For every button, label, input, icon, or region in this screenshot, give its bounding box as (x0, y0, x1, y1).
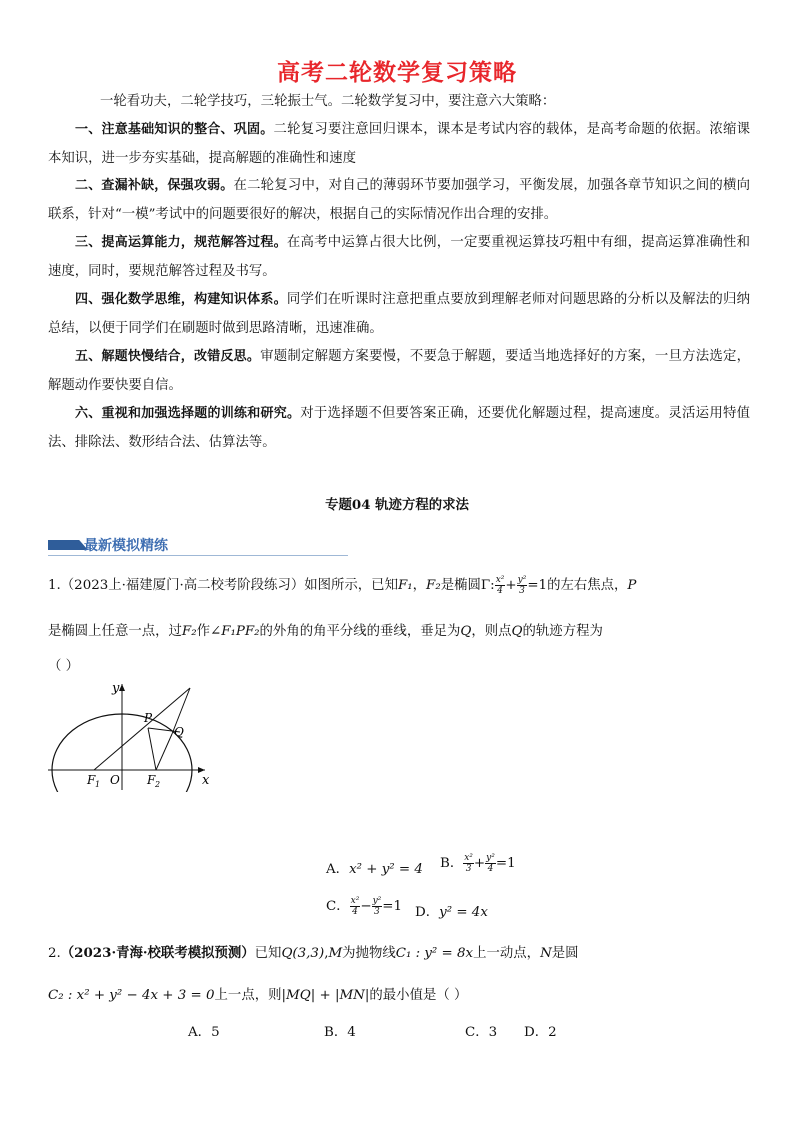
option-label: B． (440, 856, 464, 871)
label-o: O (110, 773, 120, 787)
option-value: x² + y² = 4 (349, 862, 423, 877)
separator: , (324, 946, 329, 961)
denominator: 3 (519, 586, 525, 596)
focus-f2: F₂ (426, 578, 441, 593)
label-q: Q (174, 725, 184, 739)
question-text: 是椭圆上任意一点，过 (48, 624, 182, 639)
question-source: （2023·青海·校联考模拟预测） (60, 945, 255, 961)
y-axis-arrow-icon (119, 684, 125, 691)
strategy-heading: 一、注意基础知识的整合、巩固。 (75, 122, 274, 137)
banner-text: 最新模拟精练 (84, 538, 168, 554)
question-text: 的最小值是（ ） (369, 988, 468, 1003)
strategy-heading: 三、提高运算能力，规范解答过程。 (75, 235, 287, 250)
line-pf2 (148, 728, 156, 770)
question-text: 的轨迹方程为 (522, 624, 603, 639)
strategy-heading: 六、重视和加强选择题的训练和研究。 (75, 406, 301, 421)
strategy-6 (48, 400, 750, 457)
label-x: x (202, 773, 210, 788)
strategy-body: 二轮复习要注意回归课本，课本是考试内容的载体，是高考命题的依据。浓缩课本知识，进一步夯实基础，提高解题的准确性和速度 (48, 122, 750, 166)
strategy-body: 在高考中运算占很大比例，一定要重视运算技巧粗中有细，提高运算准确性和速度，同时，要规范解答过程及书写。 (48, 235, 750, 279)
strategy-2 (48, 172, 750, 229)
option-label: D． (524, 1025, 549, 1040)
numerator: y² (517, 575, 527, 585)
strategy-body: 审题制定解题方案要慢，不要急于解题，要适当地选择好的方案，一旦方法选定，解题动作要快要自信。 (48, 349, 750, 393)
denominator: 3 (465, 864, 472, 874)
separator: ， (412, 578, 427, 593)
strategy-4 (48, 286, 750, 343)
option-label: C． (326, 899, 350, 914)
denominator: 4 (352, 907, 358, 917)
topic-heading: 专题04 轨迹方程的求法 (325, 497, 469, 513)
line-f2q (156, 734, 172, 770)
strategy-3 (48, 229, 750, 286)
option-a[interactable] (326, 858, 423, 877)
option-label: C． (465, 1025, 489, 1040)
question-text: 作 (196, 624, 210, 639)
question-text: 上一动点， (473, 946, 541, 961)
label-p: P (144, 711, 153, 725)
question-text: 上一点，则 (214, 988, 282, 1003)
question-text: 为抛物线 (342, 946, 396, 961)
strategy-body: 对于选择题不但要答案正确，还要优化解题过程，提高速度。灵活运用特值法、排除法、数形结合法、估算法等。 (48, 406, 750, 450)
question-2-line-2 (48, 984, 758, 1003)
option-b[interactable] (440, 852, 516, 874)
option-label: A． (188, 1025, 212, 1040)
plus-sign: + (505, 578, 517, 593)
question-text: 的左右焦点， (547, 578, 628, 593)
intro-text: 一轮看功夫，二轮学技巧，三轮振士气。二轮数学复习中，要注意六大策略： (100, 94, 556, 109)
numerator: y² (486, 853, 495, 863)
minus-sign: − (360, 899, 372, 914)
equals: =1 (495, 856, 516, 871)
equals: =1 (527, 578, 548, 593)
page-title: 高考二轮数学复习策略 (277, 60, 517, 86)
point-p: P (627, 578, 637, 593)
option-label: D． (415, 905, 440, 920)
question-2-line-1 (48, 942, 758, 961)
label-f2-sub: 2 (155, 780, 161, 789)
point-q: Q(3,3) (281, 946, 325, 961)
option-value: 4 (347, 1025, 356, 1040)
equals: =1 (382, 899, 403, 914)
question-1-line-2 (48, 620, 758, 639)
label-f1: F (87, 773, 96, 787)
fraction (485, 853, 496, 874)
denominator: 4 (487, 864, 494, 874)
denominator: 4 (497, 586, 503, 596)
question-number: 1. (48, 578, 61, 593)
fraction (495, 575, 506, 596)
strategy-5 (48, 343, 750, 400)
fraction (463, 853, 474, 874)
numerator: x² (464, 853, 473, 863)
strategy-1 (48, 116, 750, 173)
q2-option-c[interactable] (465, 1021, 497, 1040)
label-f2: F (147, 773, 156, 787)
label-f1-sub: 1 (95, 780, 101, 789)
question-text: 的外角的角平分线的垂线，垂足为 (259, 624, 461, 639)
strategy-heading: 五、解题快慢结合，改错反思。 (75, 349, 261, 364)
parabola-equation: C₁ : y² = 8x (395, 946, 474, 961)
question-text: 已知 (254, 946, 282, 961)
option-value: y² = 4x (439, 905, 488, 920)
numerator: y² (372, 896, 382, 906)
angle: ∠F₁PF₂ (209, 624, 260, 639)
label-y: y (112, 681, 120, 696)
denominator: 3 (374, 907, 380, 917)
point-q: Q (460, 624, 472, 639)
circle-equation: C₂ : x² + y² − 4x + 3 = 0 (48, 988, 215, 1003)
banner-underline (48, 555, 348, 556)
strategy-body: 在二轮复习中，对自己的薄弱环节要加强学习，平衡发展，加强各章节知识之间的横向联系，针对“一模”考试中的问题要很好的解决，根据自己的实际情况作出合理的安排。 (48, 178, 750, 222)
plus-sign: + (473, 856, 486, 871)
option-c[interactable] (326, 895, 402, 917)
point-m: M (328, 946, 343, 961)
strategy-heading: 二、查漏补缺，保强攻弱。 (75, 178, 234, 193)
point-q: Q (511, 624, 523, 639)
question-text: 是圆 (551, 946, 579, 961)
q2-option-a[interactable] (188, 1021, 220, 1040)
question-number: 2. (48, 946, 61, 961)
fraction (517, 575, 528, 596)
focus-f2: F₂ (181, 624, 197, 639)
option-d[interactable] (415, 901, 488, 920)
numerator: x² (495, 575, 505, 585)
banner-shape-icon (48, 540, 88, 550)
numerator: x² (350, 896, 360, 906)
question-text: 是椭圆Γ: (440, 578, 495, 593)
option-label: A． (326, 862, 350, 877)
ellipse-figure (40, 672, 230, 792)
strategy-heading: 四、强化数学思维，构建知识体系。 (75, 292, 287, 307)
focus-f1: F₁ (397, 578, 413, 593)
q2-option-b[interactable] (324, 1021, 356, 1040)
option-label: B． (324, 1025, 348, 1040)
q2-option-d[interactable] (524, 1021, 557, 1040)
section-banner (48, 535, 348, 557)
option-value: 3 (488, 1025, 498, 1040)
point-n: N (540, 946, 552, 961)
question-1-line-1 (48, 574, 758, 596)
question-source: （2023上·福建厦门·高二校考阶段练习） (60, 578, 305, 593)
fraction (350, 896, 361, 917)
option-value: 2 (548, 1025, 557, 1040)
distance-expression: |MQ| + |MN| (281, 988, 370, 1003)
answer-blank: （ ） (48, 659, 80, 674)
option-value: 5 (211, 1025, 220, 1040)
strategy-body: 同学们在听课时注意把重点要放到理解老师对问题思路的分析以及解法的归纳总结，以便于同学们在刷题时做到思路清晰，迅速准确。 (48, 292, 750, 336)
question-text: ，则点 (471, 624, 512, 639)
fraction (372, 896, 383, 917)
question-text: 如图所示，已知 (304, 578, 398, 593)
